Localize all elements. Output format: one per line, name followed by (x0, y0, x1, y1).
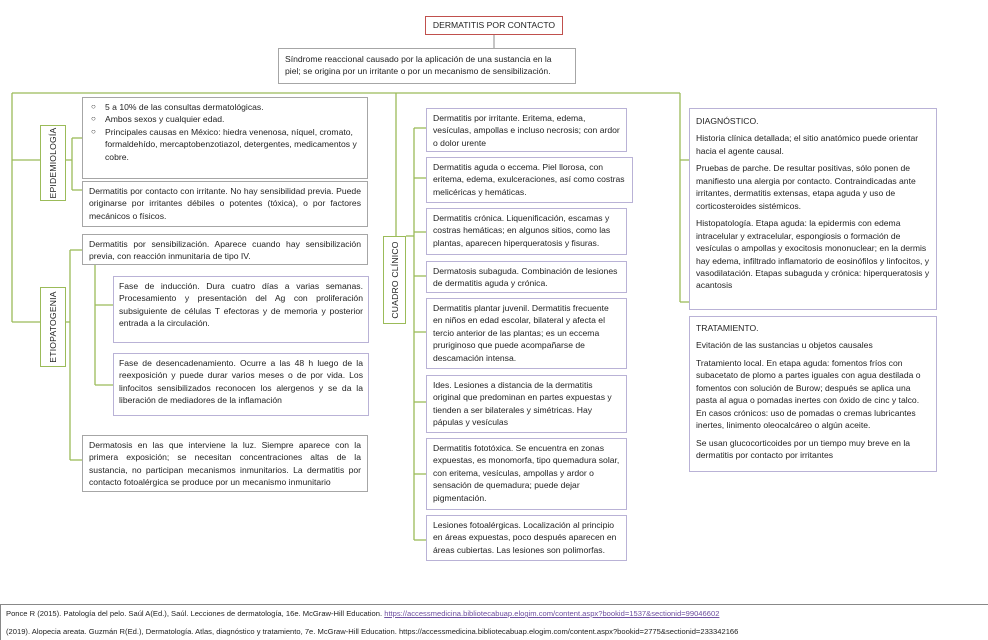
reference-1-link[interactable]: https://accessmedicina.bibliotecabuap.elogim.com/content.aspx?bookid=1537&sectionid=99046602 (384, 609, 720, 618)
irritante-text: Dermatitis por contacto con irritante. No hay sensibilidad previa. Puede originarse por irritantes débiles o potentes (tóxica), o por factores mecánicos o físicos. (89, 186, 361, 221)
cuadro-clinico-label-text: CUADRO CLÍNICO (389, 241, 400, 319)
etiopatogenia-label-text: ETIOPATOGENIA (48, 291, 58, 363)
clinico-item-fototoxica: Dermatitis fototóxica. Se encuentra en zonas expuestas, es monomorfa, tipo quemadura solar, con eritema, vesículas, ampollas y ardor o sensación de quemadura; puede dejar pigmentación. (426, 438, 627, 510)
epidemiologia-bullet-list (89, 101, 361, 163)
reference-1: Ponce R (2015). Patología del pelo. Saúl A(Ed.), Saúl. Lecciones de dermatología, 16e. McGraw-Hill Education. https://accessmedicina.bibliotecabuap.elogim.com/content.aspx?bookid=1537&sectionid=99046602 (6, 609, 720, 618)
diagram-title (425, 16, 563, 35)
fotoalergica-text: Dermatosis en las que interviene la luz. Siempre aparece con la primera exposición; se necesitan concentraciones altas de la sustancia, no participan mecanismos inmunitarios. La dermatitis por contacto fotoalérgica se produce por un mecanismo inmunitario (89, 440, 361, 488)
diagnostico-histopatologia: Histopatología. Etapa aguda: la epidermis con edema intracelular y extracelular, espongiosis o formación de vesículas o ampollas y exocitosis mononuclear; en la dermis hay edema, infiltrado inflamatorio de eosinófilos y linfocitos, y vasodilatación. Etapas subaguda y crónica: hiperqueratosis y acantosis (696, 218, 930, 291)
tratamiento-heading: TRATAMIENTO. (696, 323, 759, 333)
diagnostico-historia: Historia clínica detallada; el sitio anatómico puede orientar hacia el agente causal. (696, 133, 919, 156)
epidemiologia-bullet-2: ○ Ambos sexos y cualquier edad. (91, 114, 225, 125)
clinico-item-cronica: Dermatitis crónica. Liquenificación, escamas y costras hemáticas; en algunos sitios, como las plantas, aparecen hiperqueratosis y fisuras. (426, 208, 627, 255)
definition-box (278, 48, 576, 84)
diagnostico-pruebas: Pruebas de parche. De resultar positivas, sólo ponen de manifiesto una alergia por contacto. Contraindicadas ante irritantes, dermatitis extensas, etapa aguda y uso de corticosteroides sistémicos. (696, 163, 916, 211)
references-box (0, 604, 988, 640)
definition-text: Síndrome reaccional causado por la aplicación de una sustancia en la piel; se origina por un irritante o por un mecanismo de sensibilización. (285, 54, 552, 77)
fase-induccion-box (113, 276, 369, 343)
epidemiologia-label (40, 125, 66, 201)
tratamiento-glucocorticoides: Se usan glucocorticoides por un tiempo muy breve en la dermatitis por contacto por irritantes (696, 437, 911, 461)
diagram-title-text: DERMATITIS POR CONTACTO (432, 20, 556, 30)
cuadro-clinico-label (383, 236, 406, 324)
white-circle-bullet-icon: ○ (91, 114, 96, 124)
sensibilizacion-text: Dermatitis por sensibilización. Aparece cuando hay sensibilización previa, con reacción inmunitaria de tipo IV. (89, 239, 361, 262)
fotoalergica-box (82, 435, 368, 492)
tratamiento-box (689, 316, 937, 472)
clinico-item-irritante: Dermatitis por irritante. Eritema, edema, vesículas, ampollas e incluso necrosis; con ardor o dolor urente (426, 108, 627, 152)
clinico-item-plantar-juvenil: Dermatitis plantar juvenil. Dermatitis frecuente en niños en edad escolar, bilateral y afecta el tercio anterior de las plantas; es un eccema pruriginoso que puede acompañarse de descamación intensa. (426, 298, 627, 369)
etiopatogenia-label (40, 287, 66, 367)
white-circle-bullet-icon: ○ (91, 102, 96, 111)
white-circle-bullet-icon: ○ (91, 126, 96, 136)
epidemiologia-bullets-box (82, 97, 368, 179)
reference-2: (2019). Alopecia areata. Guzmán R(Ed.), Dermatología. Atlas, diagnóstico y tratamiento, 7e. McGraw-Hill Education. https://accessmedicina.bibliotecabuap.elogim.com/content.aspx?bookid=2775&sectionid=233342166 (6, 627, 739, 636)
epidemiologia-bullet-3: ○ Principales causas en México: hiedra venenosa, níquel, cromato, formaldehído, mercaptobenzotiazol, detergentes, medicamentos y cobre. (91, 126, 357, 162)
irritante-box (82, 181, 368, 227)
clinico-item-ides: Ides. Lesiones a distancia de la dermatitis original que predominan en partes expuestas y tienden a ser bilaterales y simétricas. Hay pápulas y vesículas (426, 375, 627, 433)
clinico-item-subaguda: Dermatosis subaguda. Combinación de lesiones de dermatitis aguda y crónica. (426, 261, 627, 293)
tratamiento-evitacion: Evitación de las sustancias u objetos causales (696, 340, 873, 351)
tratamiento-local: Tratamiento local. En etapa aguda: fomentos fríos con subacetato de plomo a partes iguales con agua destilada o fomentos con solución de Burow; después se aplica una pasta al agua o pomadas inertes con óxido de cinc y talco. En casos crónicos: uso de pomadas o cremas lubricantes inertes, linimento oleocalcáreo o algún aceite. (696, 357, 921, 431)
fase-desencadenamiento-box (113, 353, 369, 416)
clinico-item-fotoalergicas: Lesiones fotoalérgicas. Localización al principio en áreas expuestas, poco después aparecen en áreas cubiertas. Las lesiones son polimorfas. (426, 515, 627, 561)
clinico-item-aguda: Dermatitis aguda o eccema. Piel llorosa, con eritema, edema, exulceraciones, así como costras melicéricas y hemáticas. (426, 157, 633, 203)
epidemiologia-bullet-1: ○ 5 a 10% de las consultas dermatológicas. (91, 102, 264, 112)
fase-desencadenamiento-text: Fase de desencadenamiento. Ocurre a las 48 h luego de la reexposición y puede durar varios meses o de por vida. Los linfocitos sensibilizados reconocen los alergenos y se da la liberación de mediadores de la inflamación (119, 358, 363, 406)
epidemiologia-label-text: EPIDEMIOLOGÍA (48, 127, 58, 199)
diagnostico-heading: DIAGNÓSTICO. (696, 116, 759, 126)
fase-induccion-text: Fase de inducción. Dura cuatro días a varias semanas. Procesamiento y presentación del Ag con proliferación subsiguiente de células T efectoras y de memoria y posterior entrada a la circulación. (119, 281, 363, 329)
sensibilizacion-box (82, 234, 368, 265)
diagnostico-box (689, 108, 937, 310)
